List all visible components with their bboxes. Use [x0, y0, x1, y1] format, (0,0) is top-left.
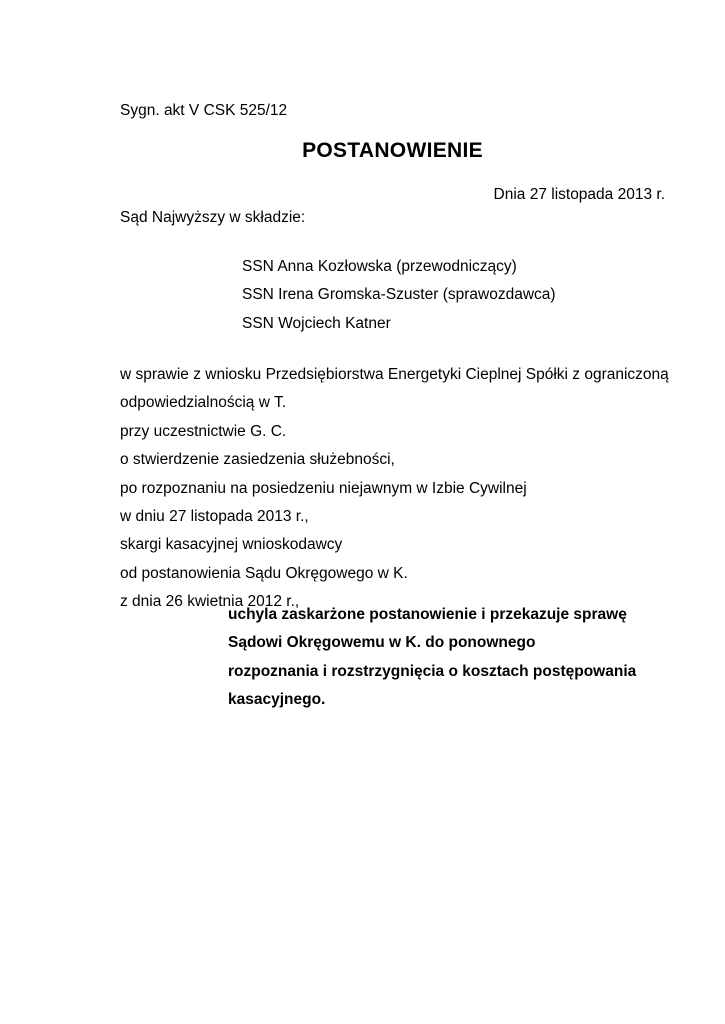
- court-composition-heading: Sąd Najwyższy w składzie:: [120, 209, 306, 226]
- case-line: z dnia 26 kwietnia 2012 r.,: [120, 593, 300, 611]
- case-line: odpowiedzialnością w T.: [120, 394, 287, 412]
- ruling-line: uchyla zaskarżone postanowienie i przekazuje sprawę: [228, 606, 627, 623]
- ruling-line: kasacyjnego.: [228, 691, 326, 709]
- document-title: POSTANOWIENIE: [302, 139, 483, 162]
- case-line: o stwierdzenie zasiedzenia służebności,: [120, 451, 395, 469]
- judges-list: [242, 253, 556, 338]
- case-line: w sprawie z wniosku Przedsiębiorstwa Energetyki Cieplnej Spółki z ograniczoną: [120, 366, 669, 383]
- case-number: Sygn. akt V CSK 525/12: [120, 102, 288, 119]
- ruling-text: [228, 601, 648, 715]
- judge-line: SSN Anna Kozłowska (przewodniczący): [242, 258, 517, 275]
- judge-line: SSN Irena Gromska-Szuster (sprawozdawca): [242, 286, 556, 304]
- case-line: w dniu 27 listopada 2013 r.,: [120, 508, 309, 526]
- decision-date: Dnia 27 listopada 2013 r.: [493, 186, 665, 203]
- case-line: po rozpoznaniu na posiedzeniu niejawnym w Izbie Cywilnej: [120, 479, 527, 497]
- ruling-line: rozpoznania i rozstrzygnięcia o kosztach postępowania: [228, 662, 637, 680]
- case-line: skargi kasacyjnej wnioskodawcy: [120, 536, 343, 554]
- case-line: od postanowienia Sądu Okręgowego w K.: [120, 564, 408, 582]
- judge-line: SSN Wojciech Katner: [242, 314, 391, 332]
- case-description: [120, 361, 680, 617]
- ruling-line: Sądowi Okręgowemu w K. do ponownego: [228, 634, 536, 652]
- case-line: przy uczestnictwie G. C.: [120, 422, 287, 440]
